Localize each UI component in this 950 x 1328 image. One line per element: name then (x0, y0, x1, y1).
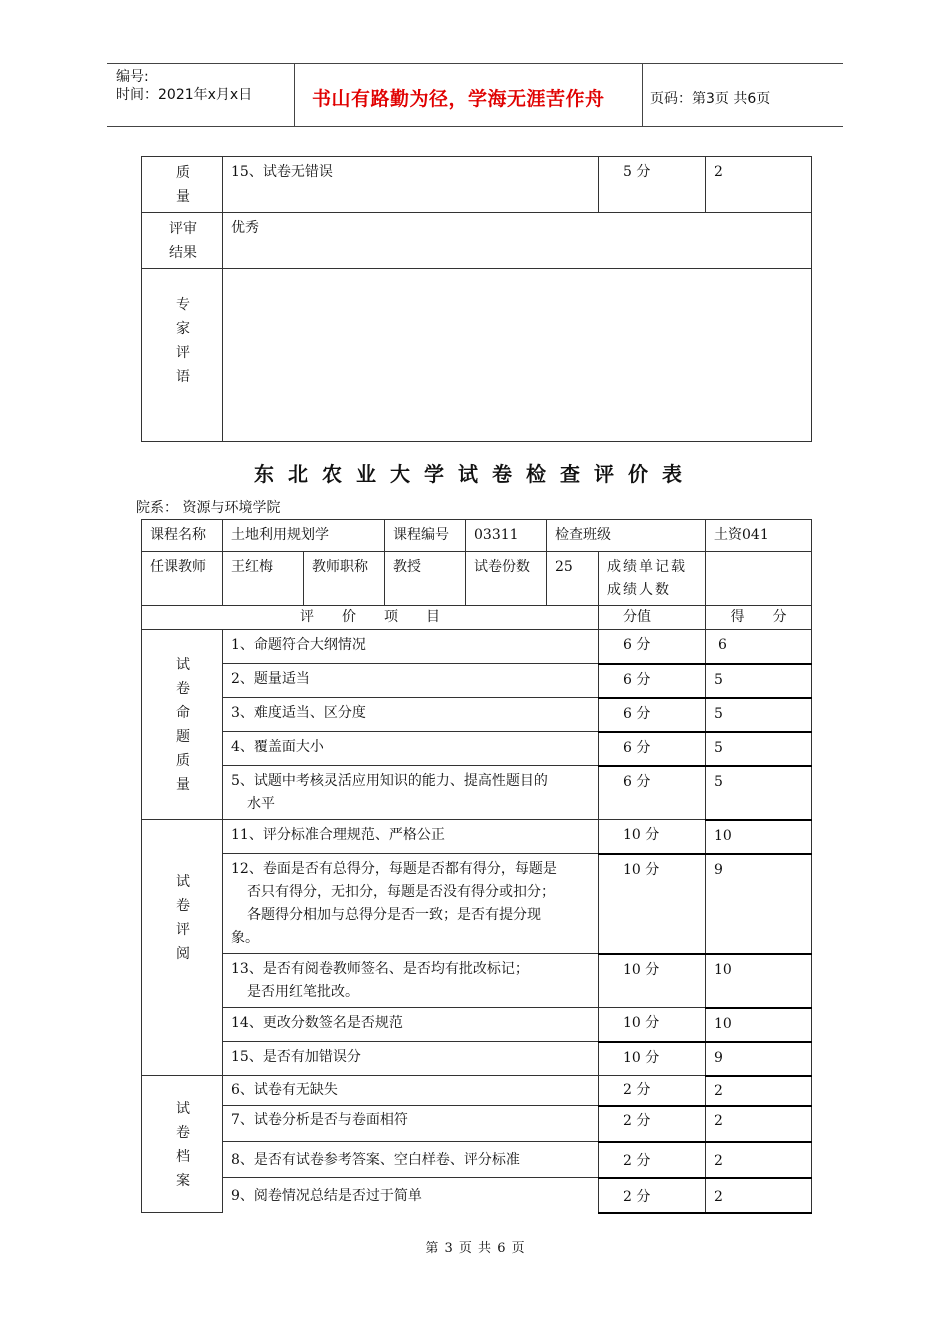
group-label: 试 卷 评 阅 (142, 820, 223, 1076)
quality-label: 质 量 (142, 157, 223, 213)
header-divider (642, 63, 643, 126)
evaluation-table (141, 519, 812, 1214)
papers-count: 25 (547, 552, 599, 606)
item-score: 2 (706, 1076, 812, 1106)
item-score: 10 (706, 1008, 812, 1042)
department: 院系： 资源与环境学院 (136, 500, 281, 516)
item-text: 1、命题符合大纲情况 (223, 630, 599, 664)
item-text-line: 各题得分相加与总得分是否一致；是否有提分现 (247, 907, 541, 923)
review-result-label: 评审 结果 (142, 213, 223, 269)
class-value: 土资041 (706, 520, 812, 552)
column-score-header: 得 分 (706, 606, 812, 630)
item-value: 10 分 (599, 1008, 706, 1042)
course-code-label: 课程编号 (385, 520, 466, 552)
quality-value: 5 分 (599, 157, 706, 213)
item-value: 2 分 (599, 1106, 706, 1142)
item-text: 4、覆盖面大小 (223, 732, 599, 766)
item-text: 2、题量适当 (223, 664, 599, 698)
item-text-line: 5、试题中考核灵活应用知识的能力、提高性题目的 (231, 773, 548, 789)
item-text: 8、是否有试卷参考答案、空白样卷、评分标准 (223, 1142, 599, 1178)
header-top-rule (107, 63, 843, 64)
item-text: 14、更改分数签名是否规范 (223, 1008, 599, 1042)
teacher-title-label: 教师职称 (304, 552, 385, 606)
expert-comment-value (223, 269, 812, 442)
course-name: 土地利用规划学 (223, 520, 385, 552)
item-text: 6、试卷有无缺失 (223, 1076, 599, 1106)
item-text-line: 否只有得分，无扣分，每题是否没有得分或扣分； (247, 884, 555, 900)
item-value: 10 分 (599, 820, 706, 854)
item-score: 2 (706, 1178, 812, 1213)
item-value: 10 分 (599, 1042, 706, 1076)
item-score: 5 (706, 732, 812, 766)
item-score: 5 (706, 664, 812, 698)
item-text (223, 854, 599, 954)
item-value: 10 分 (599, 954, 706, 1008)
item-value: 6 分 (599, 766, 706, 820)
expert-comment-label: 专 家 评 语 (142, 269, 223, 442)
header-number-label: 编号: (116, 69, 149, 85)
item-score: 9 (706, 1042, 812, 1076)
item-text: 11、评分标准合理规范、严格公正 (223, 820, 599, 854)
course-code: 03311 (466, 520, 547, 552)
review-result-value: 优秀 (223, 213, 812, 269)
item-score: 9 (706, 854, 812, 954)
item-value: 6 分 (599, 732, 706, 766)
item-text-line: 12、卷面是否有总得分，每题是否都有得分，每题是 (231, 861, 557, 877)
item-text: 7、试卷分析是否与卷面相符 (223, 1106, 599, 1142)
page-title: 东北农业大学试卷检查评价表 (254, 462, 696, 486)
header-slogan: 书山有路勤为径，学海无涯苦作舟 (312, 88, 605, 110)
item-text: 15、是否有加错误分 (223, 1042, 599, 1076)
group-label: 试 卷 档 案 (142, 1076, 223, 1213)
column-value-header: 分值 (599, 606, 706, 630)
quality-score: 2 (706, 157, 812, 213)
records-value (706, 552, 812, 606)
item-text-line: 是否用红笔批改。 (247, 984, 359, 1000)
item-value: 2 分 (599, 1076, 706, 1106)
item-score: 10 (706, 820, 812, 854)
item-score: 5 (706, 698, 812, 732)
item-text-line: 水平 (247, 796, 275, 812)
teacher-title: 教授 (385, 552, 466, 606)
header-bottom-rule (107, 126, 843, 127)
records-label: 成绩单记载成绩人数 (599, 552, 706, 606)
page-footer: 第 3 页 共 6 页 (425, 1241, 525, 1256)
column-item-header: 评 价 项 目 (142, 606, 599, 630)
quality-item: 15、试卷无错误 (223, 157, 599, 213)
item-score: 2 (706, 1142, 812, 1178)
item-value: 6 分 (599, 630, 706, 664)
teacher: 王红梅 (223, 552, 304, 606)
item-value: 10 分 (599, 854, 706, 954)
item-text: 3、难度适当、区分度 (223, 698, 599, 732)
item-score: 6 (706, 630, 812, 664)
header-page-info: 页码：第3页 共6页 (650, 91, 771, 107)
group-label: 试 卷 命 题 质 量 (142, 630, 223, 820)
item-text (223, 954, 599, 1008)
item-text-line: 13、是否有阅卷教师签名、是否均有批改标记； (231, 961, 529, 977)
class-label: 检查班级 (547, 520, 706, 552)
header-time: 时间：2021年x月x日 (116, 87, 253, 103)
item-value: 2 分 (599, 1178, 706, 1213)
item-value: 6 分 (599, 664, 706, 698)
header-divider (294, 63, 295, 126)
teacher-label: 任课教师 (142, 552, 223, 606)
course-name-label: 课程名称 (142, 520, 223, 552)
item-value: 2 分 (599, 1142, 706, 1178)
item-text: 9、阅卷情况总结是否过于简单 (223, 1178, 599, 1213)
item-score: 5 (706, 766, 812, 820)
item-text-line: 象。 (231, 930, 259, 946)
item-text (223, 766, 599, 820)
papers-label: 试卷份数 (466, 552, 547, 606)
item-value: 6 分 (599, 698, 706, 732)
item-score: 2 (706, 1106, 812, 1142)
continuation-table (141, 156, 812, 442)
item-score: 10 (706, 954, 812, 1008)
